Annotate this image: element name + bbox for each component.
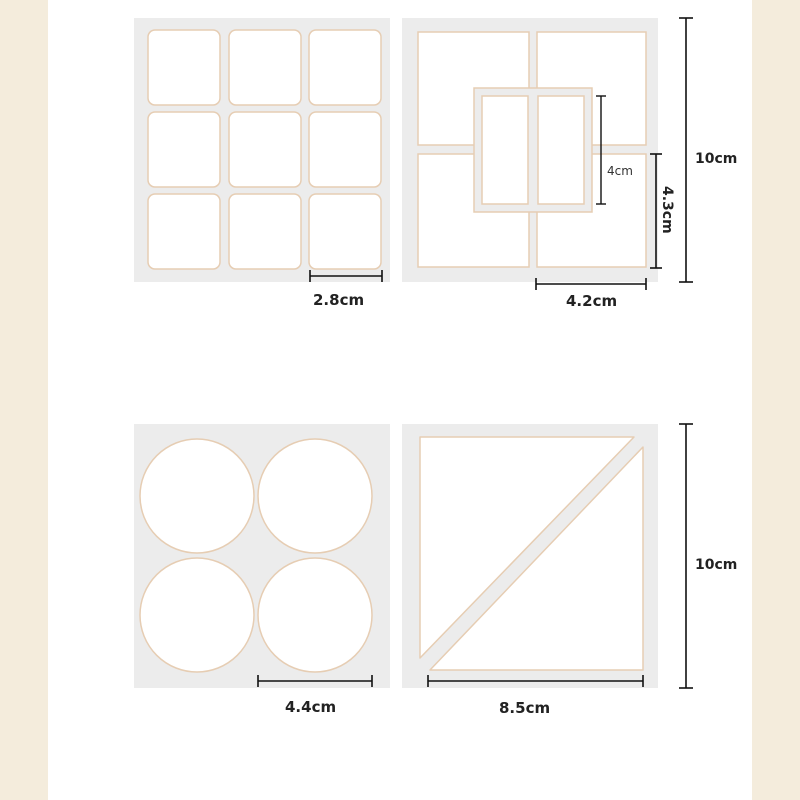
circle-diameter-label: 4.4cm [285, 698, 337, 716]
rect-sticker-tall [538, 96, 584, 204]
rect-height-label: 4.3cm [659, 186, 675, 234]
square-sticker [148, 194, 220, 269]
inner-rect-height-label: 4cm [607, 164, 633, 178]
triangle-width-label: 8.5cm [499, 699, 551, 717]
square-sticker [148, 30, 220, 105]
square-sticker [229, 194, 301, 269]
square-sticker [229, 30, 301, 105]
square-sticker [229, 112, 301, 187]
circle-sticker [258, 558, 372, 672]
circle-sticker [140, 439, 254, 553]
square-sticker [309, 30, 381, 105]
square-stickers [148, 30, 381, 269]
sheet-height-label-bottom: 10cm [695, 557, 738, 573]
circle-sticker [258, 439, 372, 553]
square-sticker [148, 112, 220, 187]
square-sticker [309, 194, 381, 269]
sheet-height-label-top: 10cm [695, 151, 738, 167]
square-width-label: 2.8cm [313, 291, 365, 309]
rect-sticker-tall [482, 96, 528, 204]
sheet-height-dimension-top [679, 18, 693, 282]
circle-sticker [140, 558, 254, 672]
square-sticker [309, 112, 381, 187]
rect-width-label: 4.2cm [566, 292, 618, 310]
sheet-height-dimension-bottom [679, 424, 693, 688]
